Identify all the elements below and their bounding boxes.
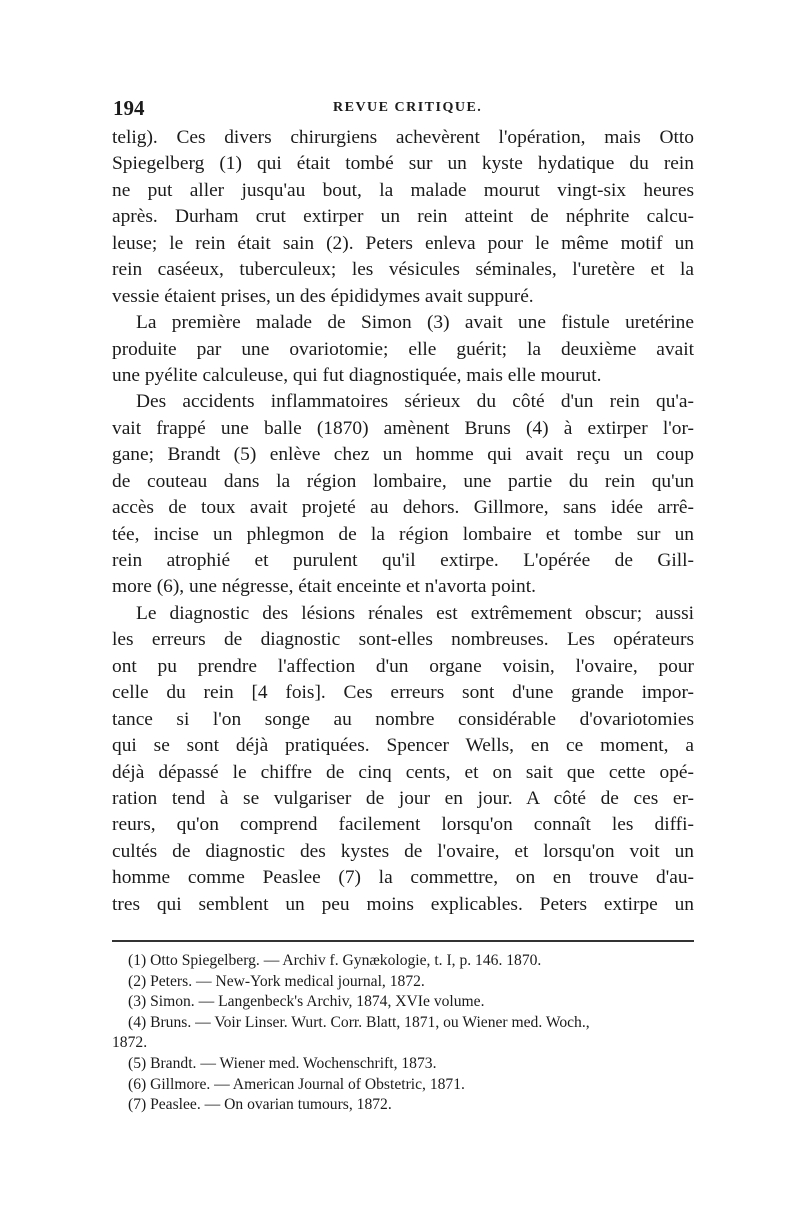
text-line: celle du rein [4 fois]. Ces erreurs sont d'une grande impor-: [112, 682, 694, 704]
text-line: ration tend à se vulgariser de jour en jour. A côté de ces er-: [112, 787, 694, 809]
text-line: rein caséeux, tuberculeux; les vésicules séminales, l'uretère et la: [112, 259, 694, 281]
text-line: déjà dépassé le chiffre de cinq cents, et on sait que cette opé-: [112, 761, 694, 783]
running-title: REVUE CRITIQUE.: [333, 100, 483, 115]
footnote-continuation: 1872.: [112, 1034, 148, 1052]
footnote: (2) Peters. — New-York medical journal, 1872.: [128, 972, 425, 990]
page-header: [113, 96, 693, 126]
text-line: leuse; le rein était sain (2). Peters enleva pour le même motif un: [112, 232, 694, 254]
text-line: tres qui semblent un peu moins explicables. Peters extirpe un: [112, 893, 694, 915]
footnote: (3) Simon. — Langenbeck's Archiv, 1874, XVIe volume.: [128, 993, 485, 1011]
text-line: rein atrophié et purulent qu'il extirpe. L'opérée de Gill-: [112, 550, 694, 571]
text-line: vait frappé une balle (1870) amènent Bruns (4) à extirper l'or-: [112, 417, 694, 439]
footnote: (1) Otto Spiegelberg. — Archiv f. Gynækologie, t. I, p. 146. 1870.: [128, 952, 542, 969]
footnote: (7) Peaslee. — On ovarian tumours, 1872.: [128, 1096, 392, 1114]
text-line: Le diagnostic des lésions rénales est extrêmement obscur; aussi: [136, 602, 694, 624]
text-line: accès de toux avait projeté au dehors. Gillmore, sans idée arrê-: [112, 497, 694, 519]
text-line: une pyélite calculeuse, qui fut diagnostiquée, mais elle mourut.: [112, 364, 602, 386]
body-text: [112, 125, 694, 918]
text-line: more (6), une négresse, était enceinte et n'avorta point.: [112, 576, 536, 598]
text-line: vessie étaient prises, un des épididymes avait suppuré.: [112, 285, 534, 307]
footnotes: [112, 951, 694, 1116]
text-line: ont pu prendre l'affection d'un organe voisin, l'ovaire, pour: [112, 655, 694, 677]
text-line: gane; Brandt (5) enlève chez un homme qui avait reçu un coup: [112, 444, 694, 466]
text-line: qui se sont déjà pratiquées. Spencer Wells, en ce moment, a: [112, 735, 694, 757]
text-line: homme comme Peaslee (7) la commettre, on en trouve d'au-: [112, 867, 694, 889]
text-line: les erreurs de diagnostic sont-elles nombreuses. Les opérateurs: [112, 629, 694, 651]
footnote: (4) Bruns. — Voir Linser. Wurt. Corr. Blatt, 1871, ou Wiener med. Woch.,: [128, 1013, 590, 1031]
text-line: tée, incise un phlegmon de la région lombaire et tombe sur un: [112, 523, 694, 545]
text-line: produite par une ovariotomie; elle guérit; la deuxième avait: [112, 338, 694, 360]
text-line: La première malade de Simon (3) avait une fistule uretérine: [136, 312, 694, 334]
text-line: tance si l'on songe au nombre considérable d'ovariotomies: [112, 708, 694, 730]
footnote-divider: [112, 940, 694, 942]
text-line: cultés de diagnostic des kystes de l'ovaire, et lorsqu'on voit un: [112, 840, 694, 862]
text-line: Spiegelberg (1) qui était tombé sur un kyste hydatique du rein: [112, 153, 694, 175]
text-line: reurs, qu'on comprend facilement lorsqu'on connaît les diffi-: [112, 814, 694, 836]
text-line: Des accidents inflammatoires sérieux du côté d'un rein qu'a-: [136, 391, 694, 413]
page-number: 194: [113, 96, 145, 120]
text-line: de couteau dans la région lombaire, une partie du rein qu'un: [112, 470, 694, 492]
footnote: (5) Brandt. — Wiener med. Wochenschrift, 1873.: [128, 1054, 437, 1072]
text-line: ne put aller jusqu'au bout, la malade mourut vingt-six heures: [112, 179, 694, 201]
footnote: (6) Gillmore. — American Journal of Obstetric, 1871.: [128, 1075, 465, 1093]
text-line: après. Durham crut extirper un rein atteint de néphrite calcu-: [112, 206, 694, 228]
text-line: telig). Ces divers chirurgiens achevèrent l'opération, mais Otto: [112, 127, 694, 148]
